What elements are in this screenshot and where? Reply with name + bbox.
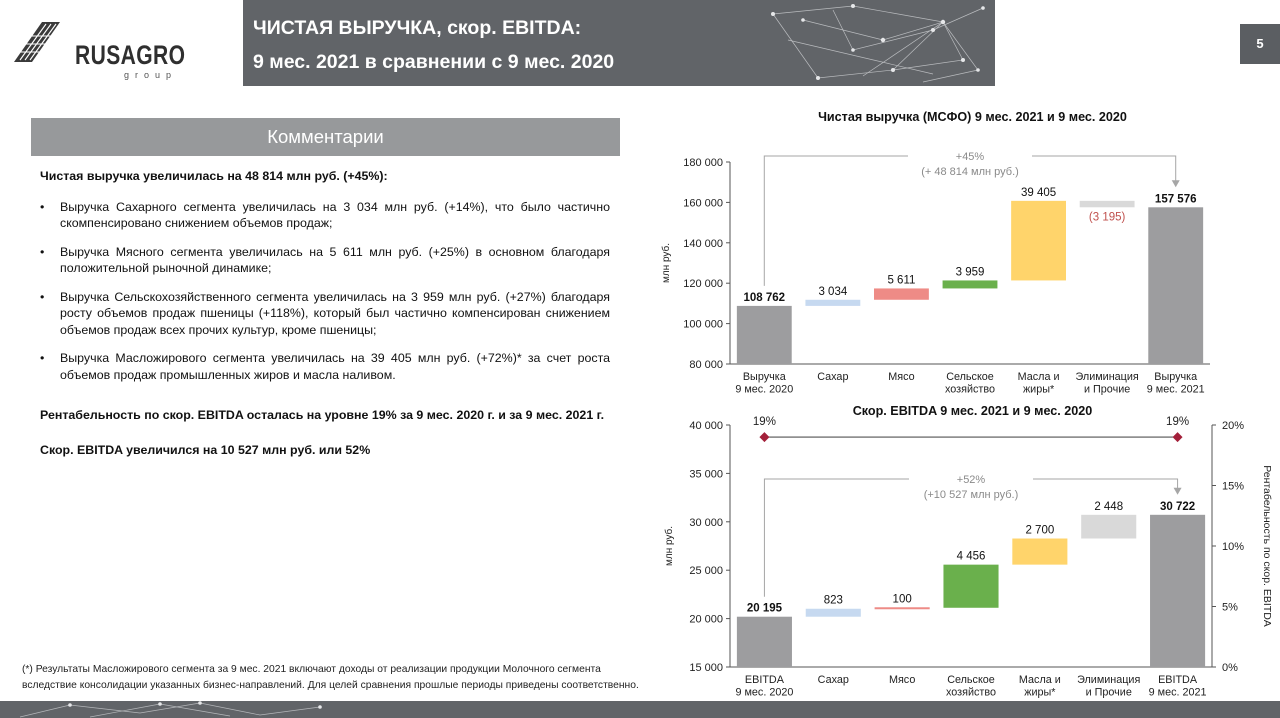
ebitda-y2-tick-label: 15%	[1222, 480, 1245, 493]
revenue-category-label: жиры*	[1022, 383, 1055, 396]
bullet-oil-fat: • Выручка Масложирового сегмента увеличилась на 39 405 млн руб. (+72%)* за счет роста объемов продаж промышленных жиров и масла наливом.	[40, 350, 610, 383]
page-number: 5	[1240, 24, 1280, 64]
revenue-y-tick-label: 100 000	[683, 318, 723, 331]
revenue-chart-title: Чистая выручка (МСФО) 9 мес. 2021 и 9 мес. 2020	[818, 110, 1127, 124]
revenue-data-label: 108 762	[743, 291, 786, 304]
revenue-data-label: 5 611	[887, 274, 916, 287]
ebitda-y2-tick-label: 10%	[1222, 541, 1245, 553]
revenue-category-label: 9 мес. 2021	[1146, 383, 1205, 396]
revenue-y-tick-label: 180 000	[683, 157, 723, 169]
ebitda-data-label: 20 195	[746, 602, 783, 615]
revenue-data-label: 3 959	[955, 266, 985, 279]
revenue-y-tick-label: 80 000	[689, 359, 723, 371]
logo-group-text: group	[124, 70, 178, 80]
revenue-category-label: хозяйство	[945, 383, 995, 396]
revenue-bar	[874, 288, 929, 299]
revenue-growth-abs: (+ 48 814 млн руб.)	[921, 166, 1019, 178]
revenue-category-label: 9 мес. 2020	[735, 383, 794, 396]
page-title	[253, 11, 614, 79]
revenue-bracket-arrow	[1172, 180, 1180, 187]
rusagro-logo	[12, 18, 186, 80]
ebitda-bar	[806, 609, 861, 617]
ebitda-y-tick-label: 30 000	[689, 516, 723, 529]
revenue-category-label: и Прочие	[1084, 383, 1131, 396]
ebitda-y-tick-label: 20 000	[689, 613, 723, 626]
ebitda-bar	[943, 565, 998, 608]
ebitda-y2-tick-label: 0%	[1222, 662, 1238, 674]
ebitda-waterfall-chart	[650, 415, 1280, 705]
footnote-line2: вследствие консолидации указанных бизнес-направлений. Для целей сравнения прошлые периоды приведены соответственно.	[22, 679, 639, 691]
ebitda-margin-label: 19%	[752, 416, 776, 429]
ebitda-y-tick-label: 15 000	[689, 662, 723, 674]
revenue-bar	[943, 280, 998, 288]
revenue-category-label: Мясо	[888, 371, 915, 383]
logo-mark-icon	[12, 18, 64, 68]
ebitda-growth-abs: (+10 527 млн руб.)	[923, 489, 1019, 501]
ebitda-bar	[737, 617, 792, 667]
ebitda-data-label: 2 700	[1025, 524, 1055, 537]
ebitda-y-axis-title: млн руб.	[664, 525, 675, 567]
ebitda-margin-label: 19%	[1166, 416, 1190, 429]
ebitda-growth-pct: +52%	[956, 474, 986, 486]
ebitda-bar	[875, 607, 930, 609]
logo-wordmark: RUSAGRO	[75, 40, 186, 70]
page-title-line2: 9 мес. 2021 в сравнении с 9 мес. 2020	[253, 51, 615, 73]
ebitda-data-label: 823	[823, 594, 843, 607]
ebitda-growth-text: Скор. EBITDA увеличился на 10 527 млн руб. или 52%	[40, 442, 371, 457]
ebitda-data-label: 100	[892, 593, 912, 606]
ebitda-margin-marker	[1173, 432, 1183, 442]
revenue-category-label: Выручка	[1154, 371, 1198, 383]
ebitda-category-label: 9 мес. 2020	[735, 686, 794, 699]
ebitda-category-label: Элиминация	[1077, 674, 1141, 686]
revenue-bullets	[40, 199, 610, 384]
ebitda-category-label: Сельское	[947, 674, 995, 686]
ebitda-category-label: Мясо	[888, 674, 916, 686]
ebitda-data-label: 4 456	[956, 550, 986, 563]
revenue-waterfall-chart	[650, 140, 1250, 405]
ebitda-chart-title: Скор. EBITDA 9 мес. 2021 и 9 мес. 2020	[852, 404, 1093, 418]
ebitda-bracket-arrow	[1174, 488, 1182, 495]
ebitda-category-label: 9 мес. 2021	[1148, 686, 1207, 699]
revenue-data-label: 3 034	[818, 285, 848, 298]
revenue-bar	[737, 306, 792, 364]
revenue-y-tick-label: 160 000	[683, 197, 723, 210]
ebitda-category-label: EBITDA	[744, 674, 784, 686]
revenue-y-tick-label: 140 000	[683, 237, 723, 250]
comments-body	[40, 168, 610, 458]
comments-heading: Комментарии	[31, 118, 620, 156]
title-band	[243, 0, 995, 86]
revenue-bar	[1080, 201, 1135, 207]
footnote	[22, 662, 672, 693]
bullet-sugar: • Выручка Сахарного сегмента увеличилась на 3 034 млн руб. (+14%), что было частично скомпенсировано снижением объемов продаж;	[40, 199, 610, 232]
revenue-y-axis-title: млн руб.	[661, 242, 672, 284]
ebitda-category-label: Сахар	[817, 674, 849, 686]
ebitda-category-label: EBITDA	[1158, 674, 1198, 686]
ebitda-y-tick-label: 35 000	[689, 468, 723, 481]
ebitda-margin-text: Рентабельность по скор. EBITDA осталась на уровне 19% за 9 мес. 2020 г. и за 9 мес. 2021 г.	[40, 408, 605, 422]
ebitda-y2-tick-label: 20%	[1222, 420, 1245, 432]
revenue-lead: Чистая выручка увеличилась на 48 814 млн руб. (+45%):	[40, 169, 388, 183]
revenue-data-label: 157 576	[1154, 193, 1197, 206]
ebitda-bar	[1012, 539, 1067, 565]
bullet-agriculture: • Выручка Сельскохозяйственного сегмента увеличилась на 3 959 млн руб. (+27%) благодаря росту объемов продаж пшеницы (+118%), который был частично компенсирован снижением объемов продаж всех прочих культур, кроме пшеницы;	[40, 289, 610, 339]
revenue-growth-pct: +45%	[955, 151, 985, 163]
revenue-category-label: Выручка	[742, 371, 786, 383]
ebitda-y2-tick-label: 5%	[1222, 601, 1238, 614]
revenue-category-label: Элиминация	[1075, 371, 1139, 383]
ebitda-y-tick-label: 25 000	[689, 565, 723, 578]
bottom-decoration-strip	[0, 701, 1280, 718]
ebitda-y-tick-label: 40 000	[689, 420, 723, 432]
revenue-data-label: (3 195)	[1088, 211, 1126, 224]
bullet-meat: • Выручка Мясного сегмента увеличилась на 5 611 млн руб. (+25%) в основном благодаря положительной рыночной динамике;	[40, 244, 610, 277]
page-title-line1: ЧИСТАЯ ВЫРУЧКА, скор. EBITDA:	[253, 17, 582, 39]
revenue-data-label: 39 405	[1020, 186, 1057, 199]
revenue-category-label: Сахар	[817, 371, 849, 383]
ebitda-category-label: жиры*	[1024, 686, 1056, 699]
ebitda-data-label: 2 448	[1094, 500, 1124, 513]
ebitda-data-label: 30 722	[1159, 500, 1196, 513]
ebitda-category-label: и Прочие	[1085, 686, 1132, 699]
revenue-bar	[1148, 207, 1203, 364]
revenue-category-label: Сельское	[946, 371, 994, 383]
ebitda-bar	[1150, 515, 1205, 667]
ebitda-margin-marker	[759, 432, 769, 442]
ebitda-y2-axis-title: Рентабельность по скор. EBITDA	[1261, 465, 1273, 627]
ebitda-category-label: хозяйство	[946, 686, 996, 699]
footnote-line1: (*) Результаты Масложирового сегмента за 9 мес. 2021 включают доходы от реализации продукции Молочного сегмента	[22, 664, 601, 675]
revenue-bar	[805, 300, 860, 306]
revenue-category-label: Масла и	[1017, 371, 1060, 383]
revenue-bar	[1011, 201, 1066, 281]
ebitda-category-label: Масла и	[1018, 674, 1061, 686]
revenue-y-tick-label: 120 000	[683, 278, 723, 291]
ebitda-bar	[1081, 515, 1136, 539]
